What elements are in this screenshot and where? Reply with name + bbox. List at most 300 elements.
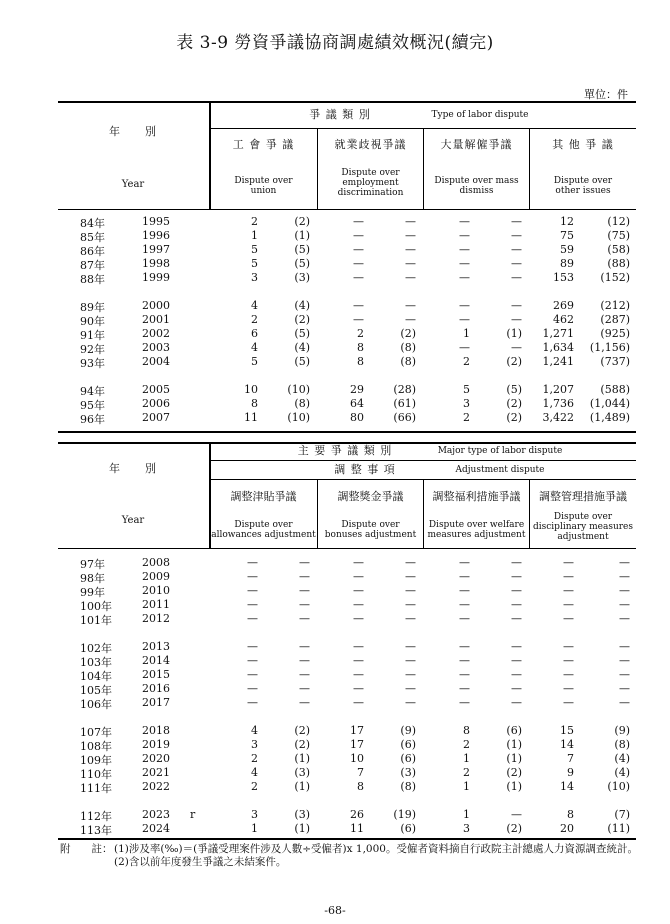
value-cell: 1,736 — [542, 397, 574, 410]
value-cell: — — [511, 257, 522, 270]
col-header-zh: 調整福利措施爭議 — [432, 490, 521, 503]
value-cell: — — [511, 271, 522, 284]
year-header-zh: 年 別 — [109, 462, 157, 475]
value-cell: — — [459, 243, 470, 256]
value-cell: 3 — [251, 808, 258, 821]
value-cell: 75 — [560, 229, 574, 242]
year-roc: 95年 — [80, 399, 105, 412]
value-cell: — — [511, 584, 522, 597]
value-cell: — — [405, 271, 416, 284]
value-cell: (7) — [614, 808, 630, 821]
year-ad: 2021 — [142, 766, 170, 779]
value-cell: — — [511, 682, 522, 695]
year-ad: 2015 — [142, 668, 170, 681]
value-cell: 11 — [244, 411, 258, 424]
value-cell: — — [511, 341, 522, 354]
col-header-en: Dispute over bonuses adjustment — [324, 520, 417, 540]
value-cell: 80 — [350, 411, 364, 424]
year-roc: 110年 — [80, 768, 112, 781]
value-cell: — — [405, 682, 416, 695]
year-ad: 2002 — [142, 327, 170, 340]
value-cell: — — [511, 556, 522, 569]
value-cell: (5) — [294, 355, 310, 368]
year-roc: 88年 — [80, 273, 105, 286]
value-cell: — — [353, 556, 364, 569]
year-ad: 2001 — [142, 313, 170, 326]
value-cell: 5 — [251, 355, 258, 368]
value-cell: (1) — [294, 752, 310, 765]
value-cell: — — [353, 584, 364, 597]
value-cell: 2 — [251, 780, 258, 793]
value-cell: — — [299, 696, 310, 709]
value-cell: (9) — [400, 724, 416, 737]
year-roc: 91年 — [80, 329, 105, 342]
value-cell: — — [563, 584, 574, 597]
value-cell: (5) — [294, 257, 310, 270]
table-row — [58, 598, 636, 611]
year-ad: 2018 — [142, 724, 170, 737]
value-cell: — — [299, 556, 310, 569]
footnote-label: 附 註： — [60, 843, 113, 855]
table-row — [58, 668, 636, 681]
year-roc: 108年 — [80, 740, 112, 753]
value-cell: (4) — [294, 341, 310, 354]
table-row — [58, 682, 636, 695]
value-cell: (6) — [400, 752, 416, 765]
value-cell: (152) — [600, 271, 630, 284]
col-header-en: Dispute over employment discrimination — [337, 168, 404, 198]
value-cell: — — [353, 271, 364, 284]
col-header-zh: 就業歧視爭議 — [334, 138, 407, 151]
table-row — [58, 215, 636, 228]
table-row — [58, 257, 636, 270]
value-cell: 26 — [350, 808, 364, 821]
value-cell: (3) — [294, 271, 310, 284]
table-row — [58, 584, 636, 597]
value-cell: 6 — [251, 327, 258, 340]
year-ad: 2003 — [142, 341, 170, 354]
value-cell: — — [563, 668, 574, 681]
value-cell: — — [459, 271, 470, 284]
value-cell: (2) — [506, 355, 522, 368]
year-roc: 106年 — [80, 698, 112, 711]
table-row — [58, 822, 636, 835]
value-cell: 11 — [350, 822, 364, 835]
col-header-zh: 其 他 爭 議 — [552, 138, 614, 151]
value-cell: — — [459, 654, 470, 667]
value-cell: — — [563, 654, 574, 667]
year-ad: 2016 — [142, 682, 170, 695]
value-cell: 1,241 — [542, 355, 574, 368]
year-roc: 98年 — [80, 572, 105, 585]
value-cell: (2) — [294, 724, 310, 737]
col-header-en: Dispute over other issues — [553, 176, 613, 196]
value-cell: — — [511, 808, 522, 821]
value-cell: — — [619, 584, 630, 597]
year-roc: 92年 — [80, 343, 105, 356]
table-row — [58, 411, 636, 424]
value-cell: — — [459, 570, 470, 583]
value-cell: (9) — [614, 724, 630, 737]
value-cell: — — [405, 257, 416, 270]
table-row — [58, 299, 636, 312]
value-cell: 153 — [553, 271, 574, 284]
value-cell: (3) — [294, 808, 310, 821]
value-cell: — — [563, 682, 574, 695]
year-ad: 2006 — [142, 397, 170, 410]
value-cell: 1 — [251, 229, 258, 242]
value-cell: 4 — [251, 299, 258, 312]
value-cell: — — [405, 313, 416, 326]
value-cell: (2) — [294, 738, 310, 751]
value-cell: — — [619, 654, 630, 667]
value-cell: — — [353, 668, 364, 681]
value-cell: (2) — [506, 411, 522, 424]
value-cell: — — [619, 696, 630, 709]
value-cell: (2) — [506, 397, 522, 410]
value-cell: — — [405, 243, 416, 256]
value-cell: 1,207 — [542, 383, 574, 396]
year-roc: 85年 — [80, 231, 105, 244]
group-header-en: Major type of labor dispute — [437, 446, 563, 456]
value-cell: — — [247, 612, 258, 625]
value-cell: 3 — [251, 738, 258, 751]
value-cell: 8 — [251, 397, 258, 410]
year-roc: 94年 — [80, 385, 105, 398]
year-roc: 96年 — [80, 413, 105, 426]
value-cell: — — [511, 229, 522, 242]
year-roc: 107年 — [80, 726, 112, 739]
value-cell: (10) — [287, 383, 310, 396]
value-cell: — — [563, 612, 574, 625]
value-cell: (28) — [393, 383, 416, 396]
table-row — [58, 355, 636, 368]
value-cell: — — [299, 654, 310, 667]
value-cell: 12 — [560, 215, 574, 228]
value-cell: (11) — [607, 822, 630, 835]
value-cell: — — [619, 556, 630, 569]
group-header-en: Type of labor dispute — [431, 110, 529, 120]
value-cell: — — [247, 640, 258, 653]
value-cell: 8 — [463, 724, 470, 737]
value-cell: — — [563, 598, 574, 611]
year-ad: 1995 — [142, 215, 170, 228]
value-cell: (10) — [607, 780, 630, 793]
value-cell: — — [459, 598, 470, 611]
value-cell: — — [299, 584, 310, 597]
value-cell: 17 — [350, 724, 364, 737]
value-cell: — — [459, 229, 470, 242]
value-cell: — — [247, 570, 258, 583]
value-cell: (3) — [294, 766, 310, 779]
value-cell: — — [511, 612, 522, 625]
value-cell: — — [353, 243, 364, 256]
year-roc: 102年 — [80, 642, 112, 655]
value-cell: (1,044) — [589, 397, 630, 410]
value-cell: 2 — [463, 355, 470, 368]
value-cell: — — [563, 640, 574, 653]
col-header-zh: 工 會 爭 議 — [232, 138, 295, 151]
col-header-en: Dispute over welfare measures adjustment — [427, 520, 526, 540]
value-cell: (2) — [294, 215, 310, 228]
value-cell: (1) — [294, 822, 310, 835]
value-cell: 2 — [463, 766, 470, 779]
value-cell: 59 — [560, 243, 574, 256]
col-header-en: Dispute over mass dismiss — [434, 176, 519, 196]
value-cell: (4) — [614, 766, 630, 779]
value-cell: 5 — [251, 257, 258, 270]
value-cell: (6) — [400, 738, 416, 751]
year-ad: 2011 — [142, 598, 170, 611]
value-cell: (66) — [393, 411, 416, 424]
value-cell: — — [299, 682, 310, 695]
table-row — [58, 808, 636, 821]
value-cell: 14 — [560, 738, 574, 751]
value-cell: — — [619, 682, 630, 695]
table-row — [58, 383, 636, 396]
value-cell: 3 — [463, 822, 470, 835]
table-row — [58, 612, 636, 625]
year-ad: 2009 — [142, 570, 170, 583]
value-cell: — — [511, 640, 522, 653]
year-roc: 104年 — [80, 670, 112, 683]
year-ad: 2024 — [142, 822, 170, 835]
year-header-en: Year — [121, 179, 145, 190]
value-cell: 15 — [560, 724, 574, 737]
year-ad: 2007 — [142, 411, 170, 424]
table-row — [58, 397, 636, 410]
year-ad: 2004 — [142, 355, 170, 368]
year-ad: 2022 — [142, 780, 170, 793]
year-roc: 99年 — [80, 586, 105, 599]
group-header-zh: 爭 議 類 別 — [309, 108, 371, 121]
value-cell: (5) — [294, 243, 310, 256]
value-cell: — — [511, 313, 522, 326]
value-cell: — — [405, 598, 416, 611]
value-cell: 10 — [244, 383, 258, 396]
value-cell: (588) — [600, 383, 630, 396]
value-cell: 29 — [350, 383, 364, 396]
value-cell: (4) — [614, 752, 630, 765]
value-cell: — — [353, 682, 364, 695]
value-cell: — — [459, 612, 470, 625]
year-ad: 2014 — [142, 654, 170, 667]
value-cell: 1 — [463, 808, 470, 821]
col-header-en: Dispute over disciplinary measures adjustment — [533, 512, 633, 542]
value-cell: — — [511, 654, 522, 667]
year-roc: 101年 — [80, 614, 112, 627]
footnote-2: (2)含以前年度發生爭議之未結案件。 — [114, 856, 287, 868]
value-cell: (8) — [294, 397, 310, 410]
table-row — [58, 243, 636, 256]
value-cell: 3,422 — [542, 411, 574, 424]
value-cell: 8 — [567, 808, 574, 821]
value-cell: — — [247, 598, 258, 611]
value-cell: (8) — [400, 355, 416, 368]
value-cell: — — [353, 299, 364, 312]
table-row — [58, 271, 636, 284]
col-header-zh: 大量解僱爭議 — [440, 138, 513, 151]
year-roc: 84年 — [80, 217, 105, 230]
value-cell: — — [247, 682, 258, 695]
value-cell: 1 — [463, 752, 470, 765]
col-header-zh: 調整管理措施爭議 — [539, 490, 627, 503]
value-cell: 8 — [357, 341, 364, 354]
value-cell: 9 — [567, 766, 574, 779]
value-cell: (6) — [400, 822, 416, 835]
value-cell: — — [247, 696, 258, 709]
footnote-1: (1)涉及率(‰)＝(爭議受理案件涉及人數÷受僱者)x 1,000。受僱者資料摘自行政院主計總處人力資源調查統計。 — [114, 843, 638, 855]
year-roc: 93年 — [80, 357, 105, 370]
col-header-en: Dispute over allowances adjustment — [211, 520, 316, 540]
value-cell: 2 — [251, 313, 258, 326]
year-roc: 86年 — [80, 245, 105, 258]
table-row — [58, 570, 636, 583]
year-roc: 105年 — [80, 684, 112, 697]
value-cell: — — [353, 640, 364, 653]
year-ad: 2005 — [142, 383, 170, 396]
table-row — [58, 696, 636, 709]
year-roc: 113年 — [80, 824, 112, 837]
col-header-en: Dispute over union — [234, 176, 293, 196]
value-cell: — — [353, 313, 364, 326]
value-cell: — — [619, 598, 630, 611]
year-ad: 2020 — [142, 752, 170, 765]
value-cell: (10) — [287, 411, 310, 424]
table-row — [58, 640, 636, 653]
table-row — [58, 229, 636, 242]
value-cell: 14 — [560, 780, 574, 793]
col-header-zh: 調整獎金爭議 — [337, 490, 404, 503]
value-cell: — — [405, 696, 416, 709]
value-cell: — — [405, 299, 416, 312]
revision-mark: r — [190, 808, 196, 821]
value-cell: — — [353, 257, 364, 270]
col-header-zh: 調整津貼爭議 — [230, 490, 297, 503]
value-cell: 1 — [463, 327, 470, 340]
value-cell: (1) — [506, 752, 522, 765]
value-cell: — — [247, 654, 258, 667]
year-roc: 109年 — [80, 754, 112, 767]
value-cell: (2) — [294, 313, 310, 326]
value-cell: (1) — [506, 780, 522, 793]
value-cell: — — [353, 215, 364, 228]
value-cell: — — [459, 696, 470, 709]
year-ad: 1997 — [142, 243, 170, 256]
group-header-zh: 主 要 爭 議 類 別 — [297, 444, 393, 457]
value-cell: — — [299, 612, 310, 625]
unit-label: 單位：件 — [584, 88, 628, 101]
year-ad: 2019 — [142, 738, 170, 751]
value-cell: 269 — [553, 299, 574, 312]
value-cell: — — [353, 612, 364, 625]
year-roc: 100年 — [80, 600, 112, 613]
value-cell: (4) — [294, 299, 310, 312]
year-roc: 112年 — [80, 810, 112, 823]
value-cell: — — [511, 598, 522, 611]
value-cell: (12) — [607, 215, 630, 228]
value-cell: — — [459, 341, 470, 354]
value-cell: — — [299, 570, 310, 583]
value-cell: (2) — [400, 327, 416, 340]
year-ad: 1999 — [142, 271, 170, 284]
value-cell: — — [405, 570, 416, 583]
value-cell: — — [619, 640, 630, 653]
year-ad: 1998 — [142, 257, 170, 270]
value-cell: — — [563, 570, 574, 583]
page-title: 表 3-9 勞資爭議協商調處績效概況(續完) — [176, 33, 494, 53]
value-cell: — — [459, 215, 470, 228]
value-cell: 8 — [357, 780, 364, 793]
value-cell: — — [459, 556, 470, 569]
value-cell: — — [459, 584, 470, 597]
value-cell: — — [511, 243, 522, 256]
value-cell: — — [619, 570, 630, 583]
value-cell: — — [459, 313, 470, 326]
value-cell: (8) — [400, 780, 416, 793]
table-row — [58, 724, 636, 737]
value-cell: — — [405, 654, 416, 667]
year-ad: 2010 — [142, 584, 170, 597]
table-row — [58, 752, 636, 765]
value-cell: (287) — [600, 313, 630, 326]
value-cell: 2 — [463, 411, 470, 424]
value-cell: — — [563, 556, 574, 569]
year-ad: 2013 — [142, 640, 170, 653]
value-cell: (1) — [294, 229, 310, 242]
table-row — [58, 556, 636, 569]
value-cell: (1,489) — [589, 411, 630, 424]
year-ad: 1996 — [142, 229, 170, 242]
value-cell: (1) — [294, 780, 310, 793]
value-cell: — — [247, 556, 258, 569]
value-cell: (3) — [400, 766, 416, 779]
value-cell: 2 — [357, 327, 364, 340]
year-roc: 90年 — [80, 315, 105, 328]
year-roc: 97年 — [80, 558, 105, 571]
value-cell: — — [459, 640, 470, 653]
value-cell: — — [299, 598, 310, 611]
year-roc: 111年 — [80, 782, 112, 795]
year-ad: 2023 — [142, 808, 170, 821]
value-cell: (8) — [614, 738, 630, 751]
value-cell: — — [247, 584, 258, 597]
value-cell: (61) — [393, 397, 416, 410]
year-ad: 2000 — [142, 299, 170, 312]
table-row — [58, 766, 636, 779]
value-cell: 5 — [251, 243, 258, 256]
value-cell: 2 — [463, 738, 470, 751]
value-cell: — — [511, 668, 522, 681]
value-cell: — — [353, 570, 364, 583]
value-cell: — — [405, 215, 416, 228]
year-ad: 2008 — [142, 556, 170, 569]
value-cell: 3 — [463, 397, 470, 410]
value-cell: (1) — [506, 738, 522, 751]
value-cell: 1,634 — [542, 341, 574, 354]
value-cell: 7 — [567, 752, 574, 765]
value-cell: (5) — [506, 383, 522, 396]
value-cell: (5) — [294, 327, 310, 340]
value-cell: — — [459, 299, 470, 312]
value-cell: — — [405, 229, 416, 242]
value-cell: 64 — [350, 397, 364, 410]
value-cell: 5 — [463, 383, 470, 396]
footnotes — [60, 843, 670, 869]
value-cell: (88) — [607, 257, 630, 270]
value-cell: (1,156) — [589, 341, 630, 354]
table-row — [58, 341, 636, 354]
